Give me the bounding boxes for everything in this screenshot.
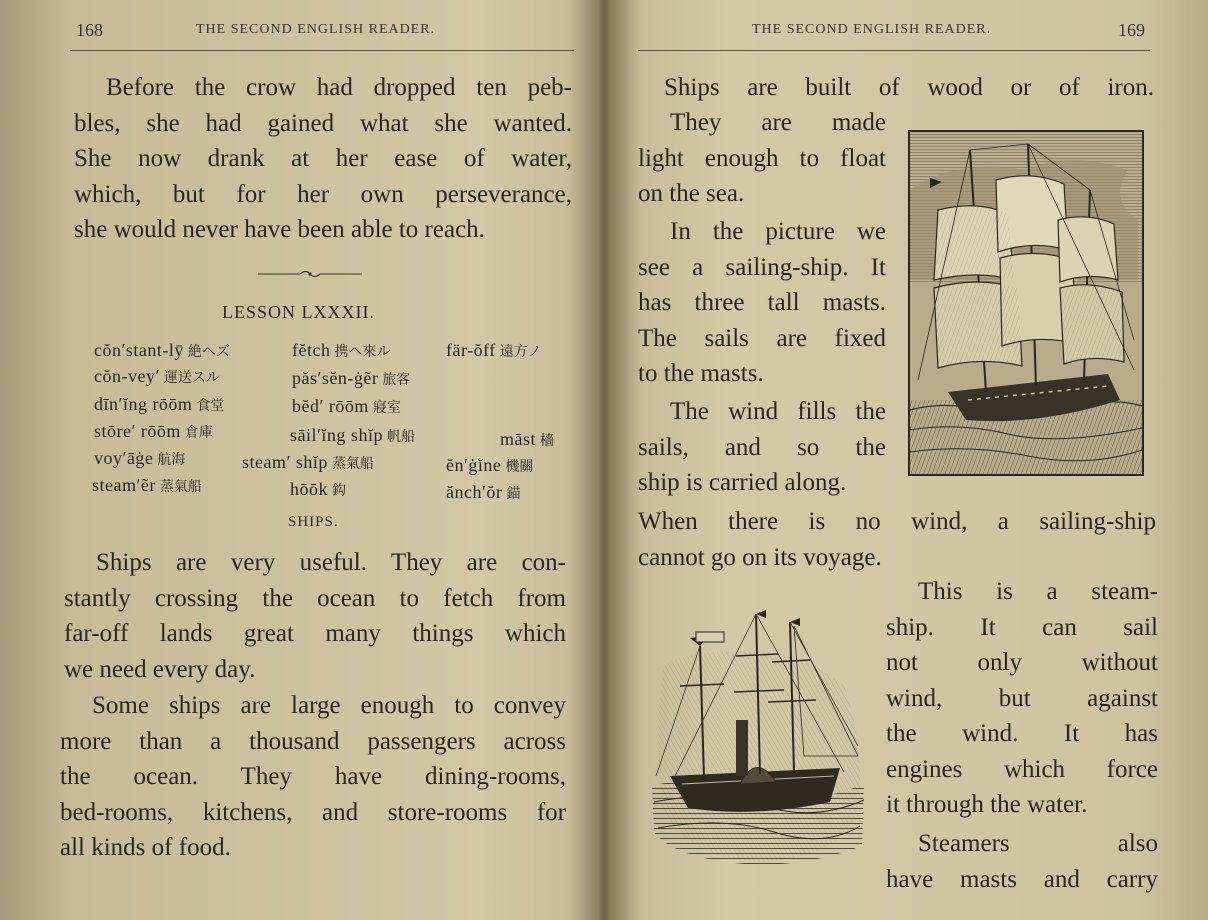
page-number-right: 169 [1118, 20, 1145, 40]
text-line: bles, she had gained what she wanted. [74, 109, 572, 137]
text-line: Ships are very useful. They are con- [96, 549, 566, 576]
text-line: far-off lands great many things which [64, 620, 566, 647]
vocab-item: voy′āġe 航海 [94, 448, 186, 468]
right-paragraph-4 [886, 574, 1158, 823]
right-paragraph-5 [886, 826, 1158, 897]
vocab-item: bĕd′ rōōm 寢室 [292, 396, 401, 416]
text-line: bed-rooms, kitchens, and store-rooms for [60, 798, 566, 826]
vocab-item: ĕn′ġĭne 機關 [446, 455, 534, 475]
vocab-item: ănch′ŏr 錨 [446, 482, 521, 502]
header-rule-left [70, 50, 574, 51]
text-line: to the masts. [638, 360, 764, 387]
text-line: ship is carried along. [638, 469, 847, 496]
text-line: the wind. It has [886, 720, 1158, 747]
text-line: cannot go on its voyage. [638, 543, 882, 571]
text-line: In the picture we [670, 218, 886, 245]
ships-paragraph-1 [64, 545, 566, 687]
header-rule-right [638, 50, 1150, 51]
text-line: When there is no wind, a sailing-ship [638, 508, 1156, 535]
vocab-item: cŏn′stant-lȳ 絶ヘズ [94, 340, 230, 360]
steam-ship-engraving [644, 606, 868, 868]
right-paragraph-3-wrap [638, 394, 886, 501]
text-line: ship. It can sail [886, 613, 1158, 641]
text-line: she would never have been able to reach. [74, 216, 485, 243]
text-line: wind, but against [886, 684, 1158, 712]
text-line: light enough to float [638, 144, 886, 172]
text-line: engines which force [886, 755, 1158, 783]
text-line: This is a steam- [918, 578, 1158, 605]
right-page [608, 0, 1208, 920]
vocab-item: steam′ẽr 蒸氣船 [92, 475, 202, 495]
intro-paragraph [74, 70, 572, 248]
text-line: Some ships are large enough to convey [92, 692, 566, 719]
text-line: Steamers also [918, 830, 1158, 857]
ships-paragraph-2 [60, 688, 566, 866]
right-paragraph-1-wrap [638, 105, 886, 212]
section-title: SHIPS. [288, 514, 339, 530]
right-paragraph-1-full [664, 70, 1154, 106]
text-line: we need every day. [64, 655, 256, 683]
text-line: The wind fills the [670, 398, 886, 425]
right-paragraph-2 [638, 214, 886, 392]
text-line: the ocean. They have dining-rooms, [60, 763, 566, 790]
running-head-left: THE SECOND ENGLISH READER. [196, 22, 436, 37]
right-paragraph-3-full [638, 504, 1156, 575]
text-line: They are made [670, 109, 886, 136]
text-line: has three tall masts. [638, 289, 886, 316]
text-line: The sails are fixed [638, 324, 886, 352]
steam-ship-illustration [644, 606, 868, 868]
running-head-right: THE SECOND ENGLISH READER. [752, 22, 992, 37]
ornament-divider [258, 268, 362, 280]
vocab-item: steam′ shĭp 蒸氣船 [242, 452, 374, 472]
text-line: it through the water. [886, 791, 1088, 818]
vocab-item: stōre′ rōōm 倉庫 [94, 421, 213, 441]
vocab-item: fär-ŏff 遠方ノ [446, 340, 542, 360]
sailing-ship-illustration [908, 130, 1144, 476]
sailing-ship-engraving [908, 130, 1144, 476]
vocab-item: hōōk 鈎 [290, 479, 346, 499]
vocab-item: dīn′ĭng rōōm 食堂 [94, 394, 225, 414]
text-line: stantly crossing the ocean to fetch from [64, 584, 566, 612]
text-line: more than a thousand passengers across [60, 727, 566, 755]
vocab-item: fĕtch 携ヘ來ル [292, 340, 391, 360]
text-line: have masts and carry [886, 865, 1158, 893]
text-line: not only without [886, 649, 1158, 676]
vocab-item: māst 檣 [500, 429, 554, 449]
text-line: on the sea. [638, 180, 745, 207]
text-line: which, but for her own perseverance, [74, 180, 572, 208]
vocab-item: sāil′ĭng shĭp 帆船 [290, 425, 415, 445]
left-page [0, 0, 600, 920]
vocab-item: păs′sĕn-ġẽr 旅客 [292, 368, 411, 388]
text-line: all kinds of food. [60, 834, 231, 861]
text-line: Before the crow had dropped ten peb- [106, 74, 572, 101]
text-line: She now drank at her ease of water, [74, 145, 572, 172]
page-number-left: 168 [76, 20, 103, 40]
lesson-title: LESSON LXXXII. [222, 302, 375, 322]
vocab-item: cŏn-vey′ 運送スル [94, 366, 220, 386]
text-line: sails, and so the [638, 433, 886, 461]
text-line: see a sailing-ship. It [638, 253, 886, 281]
text-line: Ships are built of wood or of iron. [664, 74, 1154, 101]
